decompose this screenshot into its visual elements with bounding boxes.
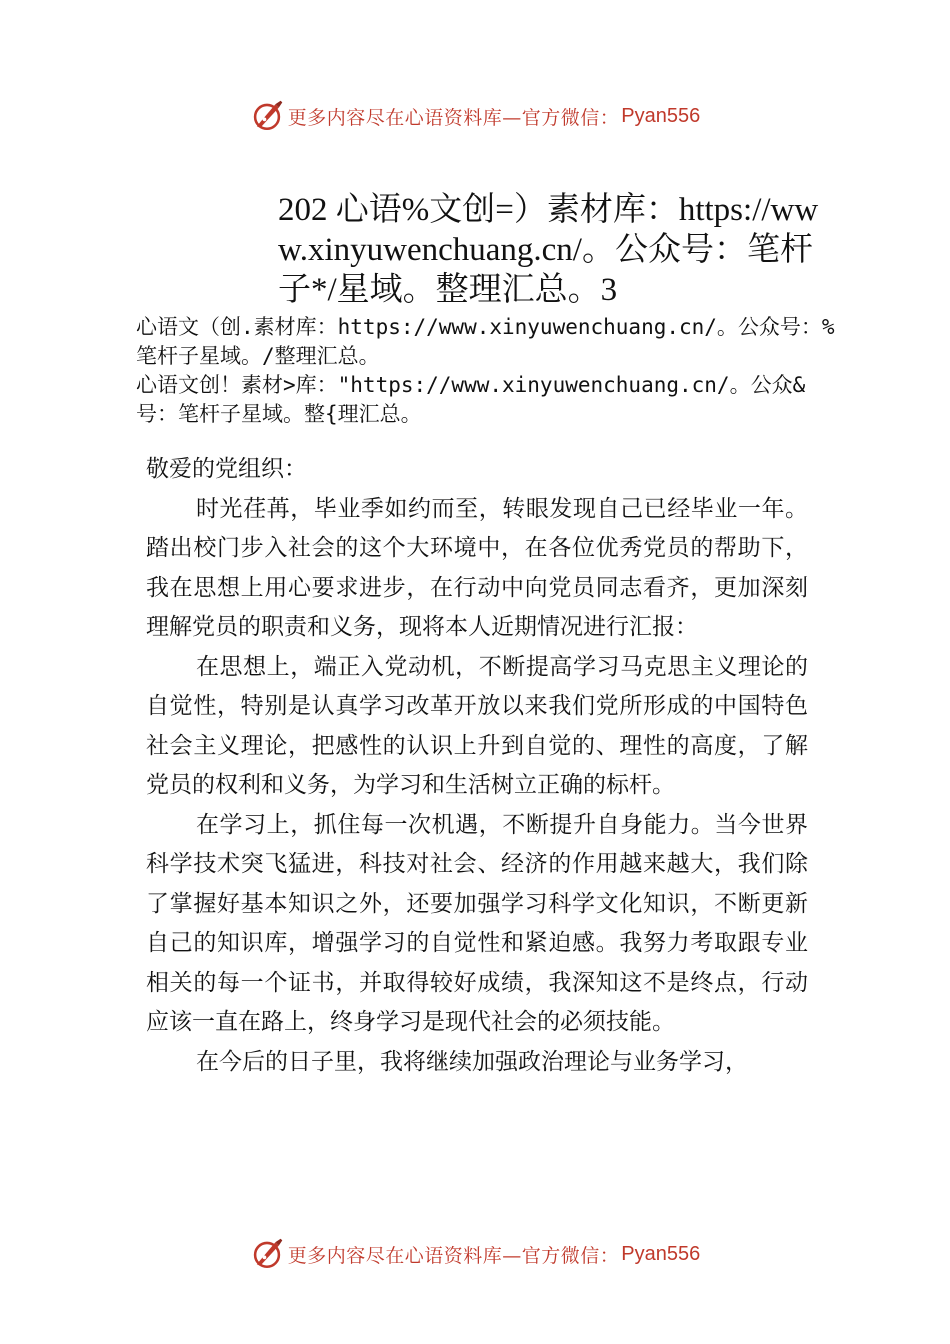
header-banner bbox=[0, 96, 950, 136]
paragraph: 在思想上，端正入党动机，不断提高学习马克思主义理论的自觉性，特别是认真学习改革开放以来我们党所形成的中国特色社会主义理论，把感性的认识上升到自觉的、理性的高度，了解党员的权利和义务，为学习和生活树立正确的标杆。 bbox=[146, 653, 808, 798]
banner-text: 更多内容尽在心语资料库—官方微信： bbox=[287, 1244, 620, 1267]
meta-line-2: 心语文创！素材>库："https://www.xinyuwenchuang.cn/。公众&号：笔杆子星域。整{理汇总。 bbox=[136, 373, 806, 426]
banner-text: 更多内容尽在心语资料库—官方微信： bbox=[287, 106, 620, 129]
pen-nib-logo-icon bbox=[250, 99, 284, 133]
document-body bbox=[146, 450, 808, 1082]
paragraph: 在今后的日子里，我将继续加强政治理论与业务学习， bbox=[196, 1048, 748, 1075]
footer-banner bbox=[0, 1234, 950, 1274]
meta-line-1: 心语文（创.素材库：https://www.xinyuwenchuang.cn/。公众号：%笔杆子星域。/整理汇总。 bbox=[136, 315, 835, 368]
paragraph: 时光荏苒，毕业季如约而至，转眼发现自己已经毕业一年。踏出校门步入社会的这个大环境中，在各位优秀党员的帮助下，我在思想上用心要求进步，在行动中向党员同志看齐，更加深刻理解党员的职责和义务，现将本人近期情况进行汇报： bbox=[146, 495, 808, 640]
pen-nib-logo-icon bbox=[250, 1237, 284, 1271]
wechat-id: Pyan556 bbox=[621, 1242, 701, 1265]
salutation: 敬爱的党组织： bbox=[146, 456, 307, 482]
paragraph: 在学习上，抓住每一次机遇，不断提升自身能力。当今世界科学技术突飞猛进，科技对社会、经济的作用越来越大，我们除了掌握好基本知识之外，还要加强学习科学文化知识，不断更新自己的知识库，增强学习的自觉性和紧迫感。我努力考取跟专业相关的每一个证书，并取得较好成绩，我深知这不是终点，行动应该一直在路上，终身学习是现代社会的必须技能。 bbox=[146, 811, 808, 1035]
page-title: 202 心语%文创=）素材库：https://www.xinyuwenchuang.cn/。公众号：笔杆子*/星域。整理汇总。3 bbox=[278, 192, 819, 308]
wechat-id: Pyan556 bbox=[621, 104, 701, 127]
